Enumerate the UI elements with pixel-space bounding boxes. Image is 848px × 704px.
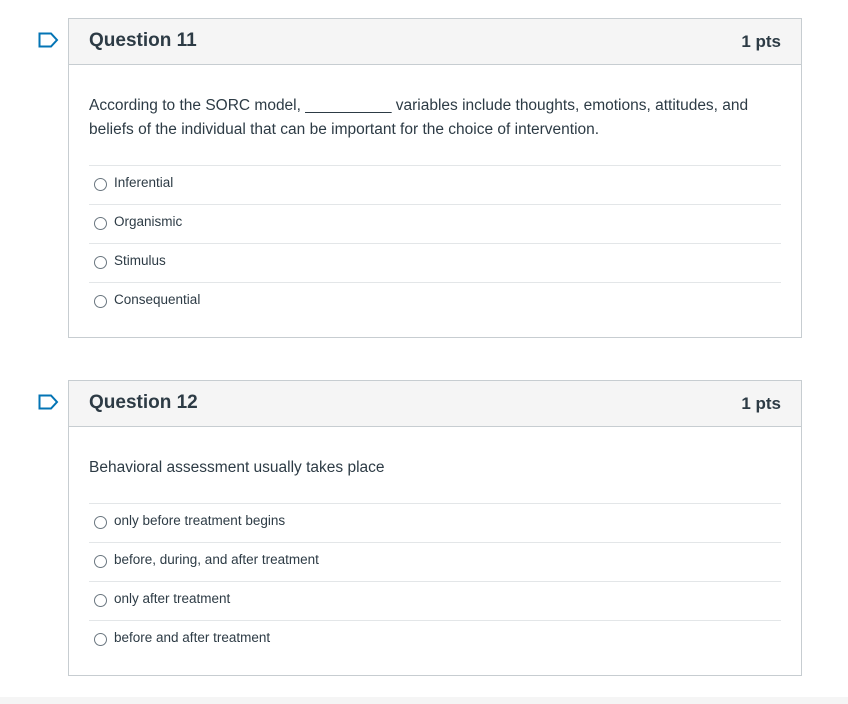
question-points: 1 pts (741, 394, 781, 413)
answer-label: before, during, and after treatment (114, 552, 319, 567)
radio-button[interactable] (94, 633, 107, 646)
answer-option[interactable] (89, 503, 781, 542)
answer-option[interactable] (89, 581, 781, 620)
bookmark-flag-icon[interactable] (38, 394, 60, 410)
answer-label: before and after treatment (114, 630, 271, 645)
question-text: Behavioral assessment usually takes place (89, 459, 385, 476)
answer-list (89, 165, 781, 321)
radio-button[interactable] (94, 178, 107, 191)
answer-option[interactable] (89, 243, 781, 282)
question-header (69, 19, 801, 65)
answer-option[interactable] (89, 620, 781, 659)
answer-option[interactable] (89, 542, 781, 581)
answer-label: only before treatment begins (114, 513, 286, 528)
answer-option[interactable] (89, 165, 781, 204)
answer-label: Inferential (114, 175, 174, 190)
question-header (69, 381, 801, 427)
answer-option[interactable] (89, 204, 781, 243)
page-footer-strip (0, 697, 848, 704)
answer-label: Organismic (114, 214, 183, 229)
question-11 (68, 18, 802, 338)
question-title: Question 11 (89, 30, 197, 51)
answer-list (89, 503, 781, 659)
radio-button[interactable] (94, 295, 107, 308)
radio-button[interactable] (94, 516, 107, 529)
answer-label: Stimulus (114, 253, 166, 268)
question-12 (68, 380, 802, 676)
radio-button[interactable] (94, 256, 107, 269)
bookmark-flag-icon[interactable] (38, 32, 60, 48)
answer-label: only after treatment (114, 591, 231, 606)
answer-option[interactable] (89, 282, 781, 321)
radio-button[interactable] (94, 594, 107, 607)
question-text: According to the SORC model, __________ variables include thoughts, emotions, attitudes, and beliefs of the individual that can be important for the choice of intervention. (89, 97, 749, 138)
question-title: Question 12 (89, 392, 198, 413)
radio-button[interactable] (94, 217, 107, 230)
answer-label: Consequential (114, 292, 201, 307)
radio-button[interactable] (94, 555, 107, 568)
question-points: 1 pts (741, 32, 781, 51)
